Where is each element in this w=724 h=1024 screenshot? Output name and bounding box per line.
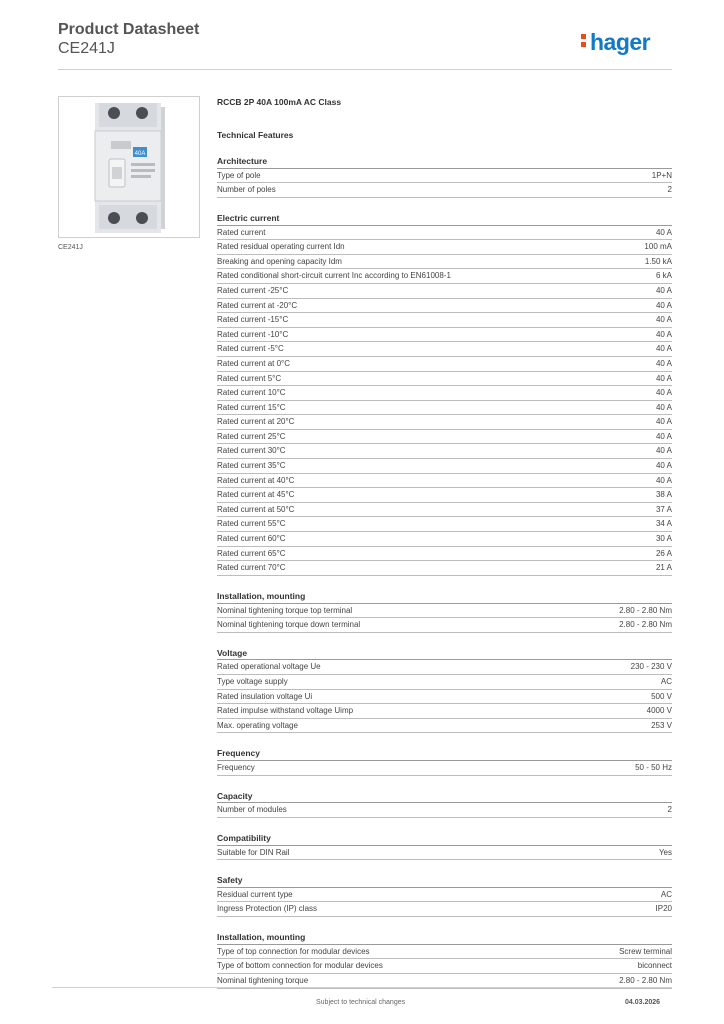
feature-label: Rated current 35°C [217,461,286,471]
section-title: Safety [217,875,672,888]
feature-row [217,618,672,633]
feature-value: 34 A [655,519,672,529]
feature-row [217,488,672,503]
feature-label: Max. operating voltage [217,720,298,730]
hager-logo [590,29,650,56]
feature-label: Rated insulation voltage Ui [217,691,313,701]
feature-row [217,604,672,619]
feature-value: Screw terminal [619,946,672,956]
feature-value: Yes [658,847,672,857]
feature-section [217,591,672,633]
feature-row [217,183,672,198]
feature-label: Rated current 60°C [217,534,286,544]
feature-value: 40 A [655,315,672,325]
section-title: Capacity [217,791,672,804]
feature-value: 40 A [655,446,672,456]
feature-label: Rated current at 0°C [217,358,291,368]
feature-row [217,444,672,459]
feature-row [217,959,672,974]
feature-row [217,299,672,314]
technical-features-title: Technical Features [217,130,294,140]
feature-row [217,226,672,241]
feature-row [217,255,672,270]
feature-value: 40 A [655,402,672,412]
product-name: RCCB 2P 40A 100mA AC Class [217,97,342,107]
feature-row [217,888,672,903]
feature-label: Rated current [217,227,266,237]
feature-label: Rated impulse withstand voltage Uimp [217,706,354,716]
feature-label: Rated current 55°C [217,519,286,529]
feature-row [217,503,672,518]
logo-dots-icon [581,34,586,50]
feature-value: 4000 V [646,706,672,716]
feature-row [217,690,672,705]
feature-label: Rated current -15°C [217,315,289,325]
feature-label: Rated current at 45°C [217,490,295,500]
feature-label: Rated current 5°C [217,373,282,383]
feature-label: Rated current 65°C [217,548,286,558]
feature-row [217,719,672,734]
feature-row [217,517,672,532]
rccb-device-icon [59,97,199,237]
feature-label: Type voltage supply [217,676,288,686]
feature-row [217,386,672,401]
section-title: Voltage [217,648,672,661]
feature-label: Suitable for DIN Rail [217,847,290,857]
feature-section [217,875,672,917]
feature-value: IP20 [655,904,672,914]
feature-row [217,902,672,917]
feature-value: 40 A [655,358,672,368]
feature-value: 1.50 kA [644,256,672,266]
feature-section [217,213,672,576]
feature-value: 40 A [655,329,672,339]
image-caption: CE241J [58,244,83,251]
feature-value: 38 A [655,490,672,500]
feature-row [217,313,672,328]
feature-label: Breaking and opening capacity Idm [217,256,342,266]
feature-row [217,945,672,960]
feature-row [217,328,672,343]
feature-value: 2.80 - 2.80 Nm [619,620,672,630]
feature-section [217,648,672,734]
section-title: Installation, mounting [217,591,672,604]
feature-row [217,561,672,576]
feature-row [217,474,672,489]
feature-label: Number of modules [217,805,287,815]
feature-row [217,660,672,675]
feature-label: Rated current 10°C [217,388,286,398]
section-title: Compatibility [217,833,672,846]
feature-label: Rated operational voltage Ue [217,662,321,672]
feature-label: Residual current type [217,889,293,899]
product-image [58,96,200,238]
feature-row [217,430,672,445]
feature-row [217,675,672,690]
feature-row [217,547,672,562]
svg-text:40A: 40A [134,151,146,157]
feature-label: Type of pole [217,170,261,180]
feature-label: Type of bottom connection for modular devices [217,961,383,971]
feature-row [217,704,672,719]
feature-row [217,532,672,547]
feature-value: 40 A [655,417,672,427]
feature-value: 6 kA [655,271,672,281]
feature-label: Type of top connection for modular devices [217,946,370,956]
feature-label: Rated current 70°C [217,563,286,573]
feature-section [217,156,672,198]
feature-label: Rated current at 40°C [217,475,295,485]
feature-label: Nominal tightening torque [217,975,309,985]
feature-section [217,748,672,775]
section-title: Installation, mounting [217,932,672,945]
section-title: Architecture [217,156,672,169]
feature-row [217,846,672,861]
feature-value: 40 A [655,285,672,295]
feature-label: Rated current 25°C [217,431,286,441]
feature-value: 37 A [655,504,672,514]
feature-row [217,401,672,416]
feature-value: 30 A [655,534,672,544]
feature-value: biconnect [637,961,672,971]
section-title: Frequency [217,748,672,761]
feature-label: Nominal tightening torque top terminal [217,605,353,615]
feature-value: 2 [667,185,672,195]
technical-content [217,97,672,989]
footer-note: Subject to technical changes [316,999,406,1006]
header-divider [58,69,672,70]
feature-label: Rated current -10°C [217,329,289,339]
feature-value: 21 A [655,563,672,573]
feature-value: 40 A [655,475,672,485]
logo-text: hager [590,29,651,55]
feature-value: 50 - 50 Hz [635,763,672,773]
feature-label: Rated residual operating current Idn [217,242,345,252]
feature-label: Rated current at 20°C [217,417,295,427]
feature-value: 40 A [655,388,672,398]
footer-divider [52,987,672,988]
feature-row [217,342,672,357]
feature-row [217,415,672,430]
page-header [58,20,199,58]
feature-value: 2.80 - 2.80 Nm [619,605,672,615]
feature-value: 40 A [655,227,672,237]
feature-section [217,833,672,860]
feature-row [217,284,672,299]
feature-row [217,169,672,184]
feature-value: 40 A [655,461,672,471]
section-title: Electric current [217,213,672,226]
feature-label: Rated current 15°C [217,402,286,412]
footer-date: 04.03.2026 [625,999,661,1006]
feature-row [217,761,672,776]
feature-label: Ingress Protection (IP) class [217,904,318,914]
feature-row [217,269,672,284]
feature-row [217,372,672,387]
feature-value: 1P+N [651,170,672,180]
feature-label: Rated current at -20°C [217,300,298,310]
feature-value: AC [660,676,672,686]
feature-section [217,791,672,818]
product-code: CE241J [58,40,115,57]
feature-value: 2.80 - 2.80 Nm [619,975,672,985]
feature-value: 40 A [655,373,672,383]
feature-value: 40 A [655,344,672,354]
feature-value: 40 A [655,431,672,441]
feature-value: 230 - 230 V [630,662,672,672]
feature-value: 26 A [655,548,672,558]
feature-label: Number of poles [217,185,276,195]
feature-label: Rated conditional short-circuit current Inc according to EN61008-1 [217,271,451,281]
feature-value: 2 [667,805,672,815]
page-title: Product Datasheet [58,21,200,38]
feature-label: Nominal tightening torque down terminal [217,620,361,630]
feature-section [217,932,672,988]
feature-row [217,803,672,818]
feature-value: 100 mA [644,242,672,252]
feature-row [217,240,672,255]
feature-label: Frequency [217,763,255,773]
feature-label: Rated current 30°C [217,446,286,456]
feature-label: Rated current -25°C [217,285,289,295]
feature-row [217,459,672,474]
feature-value: 253 V [651,720,672,730]
feature-value: 500 V [651,691,672,701]
feature-value: 40 A [655,300,672,310]
feature-label: Rated current -5°C [217,344,284,354]
feature-value: AC [660,889,672,899]
feature-sections [217,156,672,989]
feature-row [217,357,672,372]
feature-label: Rated current at 50°C [217,504,295,514]
